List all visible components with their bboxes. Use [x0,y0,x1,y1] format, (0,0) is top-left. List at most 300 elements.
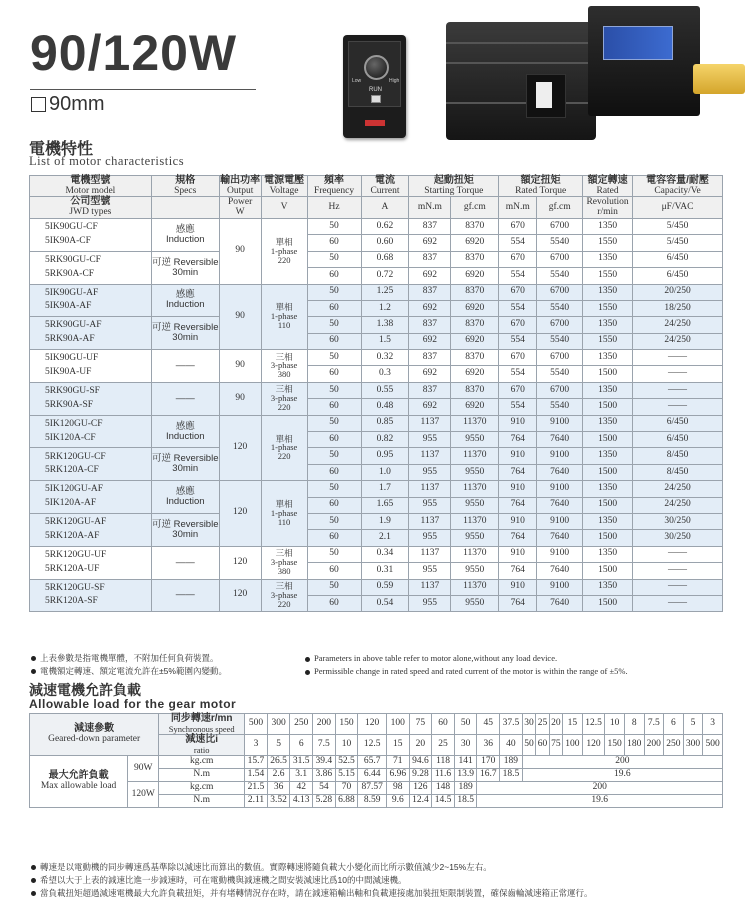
load-value-cell: 71 [386,756,409,769]
value-cell: 11370 [451,415,499,431]
load-value-cell: 18.5 [500,769,523,782]
model-name: 5RK120GU-SF [45,582,105,593]
value-cell: 11370 [451,448,499,464]
value-cell: 837 [409,350,451,366]
value-cell: 9550 [451,595,499,611]
value-cell: 837 [409,382,451,398]
value-cell: 1137 [409,448,451,464]
column-header-zh: 起動扭矩 [433,175,474,186]
value-cell: 764 [499,432,537,448]
spec-line: 感應 [175,420,195,432]
cooling-fin [446,42,596,44]
value-cell: 9550 [451,497,499,513]
spec-cell [151,218,219,251]
ratio-cell: 300 [683,735,703,756]
sync-speed-cell: 250 [290,714,313,735]
load-max-cell: 19.6 [522,769,722,782]
ratio-label-cell [159,735,245,756]
voltage-line: 單相 [275,433,293,444]
value-cell: 1.0 [361,464,409,480]
value-cell: 6920 [451,300,499,316]
value-cell: 0.32 [361,350,409,366]
load-value-cell: 4.13 [290,795,313,808]
load-value-cell: 13.9 [454,769,477,782]
load-value-cell: 5.15 [335,769,358,782]
column-subheader [261,197,307,218]
value-cell: 5/450 [633,218,723,234]
value-cell: —— [633,595,723,611]
spec-cell [151,415,219,448]
sync-speed-cell: 500 [245,714,268,735]
spec-cell [151,251,219,284]
bullet-icon [305,657,310,662]
voltage-line: 三相 [275,548,293,559]
value-cell: 554 [499,399,537,415]
sync-speed-cell: 7.5 [644,714,664,735]
cooling-fin [446,62,596,64]
value-cell: 6920 [451,235,499,251]
voltage-line: 單相 [275,236,293,247]
model-name: 5RK90A-SF [45,399,94,410]
model-cell [30,317,152,350]
spec-line: Induction [165,496,205,508]
sync-speed-cell: 3 [703,714,723,735]
model-name: 5IK120GU-AF [45,484,104,495]
value-cell: 9550 [451,530,499,546]
value-cell: 955 [409,563,451,579]
voltage-line: 三相 [275,384,293,395]
voltage-line: 3-phase [270,360,298,371]
value-cell: 955 [409,530,451,546]
column-header [583,176,633,197]
power-cell: 120 [219,415,261,481]
ratio-cell: 500 [703,735,723,756]
ratio-cell: 120 [582,735,605,756]
value-cell: 6700 [537,382,583,398]
value-cell: —— [633,350,723,366]
ratio-label-zh: 減速比i [185,734,219,746]
value-cell: 11370 [451,579,499,595]
value-cell: 1.7 [361,481,409,497]
load-value-cell: 6.44 [358,769,387,782]
column-subheader [583,197,633,218]
value-cell: 60 [307,268,361,284]
note-text: 轉速是以電動機的同步轉速爲基準除以減速比而算出的數值。實際轉速將隨負載大小變化而比所示數值減少2~15%左右。 [40,862,492,872]
value-cell: 1137 [409,579,451,595]
bullet-icon [305,670,310,675]
sync-label-cell [159,714,245,735]
value-cell: 1.65 [361,497,409,513]
value-cell: 1500 [583,563,633,579]
value-cell: 692 [409,235,451,251]
model-cell [30,546,152,579]
value-cell: 764 [499,563,537,579]
column-subheader [219,197,261,218]
sync-speed-cell: 5 [683,714,703,735]
value-cell: 50 [307,284,361,300]
value-cell: 7640 [537,563,583,579]
value-cell: 2.1 [361,530,409,546]
column-header [633,176,723,197]
value-cell: 6/450 [633,432,723,448]
value-cell: 1137 [409,481,451,497]
value-cell: 1350 [583,481,633,497]
value-cell: 1.9 [361,513,409,529]
value-cell: 910 [499,513,537,529]
load-value-cell: 3.86 [313,769,336,782]
model-cell [30,481,152,514]
value-cell: 7640 [537,464,583,480]
power-cell: 120 [219,546,261,579]
value-cell: 8370 [451,284,499,300]
column-header-zh: 頻率 [324,175,345,186]
value-cell: 6700 [537,251,583,267]
value-cell: 7640 [537,497,583,513]
model-cell [30,350,152,383]
value-cell: 764 [499,464,537,480]
value-cell: 955 [409,464,451,480]
value-cell: 9100 [537,415,583,431]
value-cell: 5540 [537,268,583,284]
spec-line: 可逆 Reversible [151,256,219,268]
spec-line: 感應 [175,289,195,301]
value-cell: 9100 [537,513,583,529]
spec-line: 感應 [175,486,195,498]
load-value-cell: 118 [432,756,455,769]
spec-cell [151,448,219,481]
value-cell: 60 [307,563,361,579]
ratio-cell: 6 [290,735,313,756]
value-cell: 1550 [583,268,633,284]
ratio-cell: 60 [536,735,549,756]
load-value-row [30,756,723,769]
power-cell: 120 [219,481,261,547]
subheader-text: gf.cm [463,201,486,212]
note-text: Parameters in above table refer to motor alone,without any load device. [314,653,558,663]
ratio-cell: 5 [267,735,290,756]
max-load-en: Max allowable load [40,780,117,791]
load-value-cell: 54 [313,782,336,795]
note-item [31,652,227,665]
load-value-cell: 65.7 [358,756,387,769]
spec-row [30,317,723,333]
value-cell: 8370 [451,218,499,234]
value-cell: 30/250 [633,530,723,546]
model-name: 5RK120GU-CF [45,451,106,462]
value-cell: 910 [499,415,537,431]
value-cell: 1.38 [361,317,409,333]
value-cell: 955 [409,595,451,611]
value-cell: 5540 [537,399,583,415]
value-cell: 955 [409,432,451,448]
page-title: 90/120W [30,25,238,81]
value-cell: 1500 [583,530,633,546]
value-cell: 1500 [583,595,633,611]
value-cell: 692 [409,268,451,284]
column-subheader [361,197,409,218]
value-cell: 1.2 [361,300,409,316]
voltage-line: 3-phase [270,557,298,568]
model-name: 5RK120A-AF [45,530,100,541]
column-subheader [30,197,152,218]
bullet-icon [31,656,36,661]
note-text: Permissible change in rated speed and rated current of the motor is within the range of ±5%. [314,666,628,676]
subheader-text: mN.m [417,201,442,212]
motor-power-cell: 90W [128,756,159,782]
subheader-text: 公司型號 [70,196,111,208]
value-cell: 60 [307,399,361,415]
load-value-cell: 2.11 [245,795,268,808]
value-cell: 1137 [409,513,451,529]
value-cell: 1500 [583,366,633,382]
value-cell: 9550 [451,432,499,448]
param-label-cell [30,714,159,756]
load-value-cell: 31.5 [290,756,313,769]
value-cell: 1500 [583,399,633,415]
value-cell: 60 [307,595,361,611]
value-cell: 60 [307,333,361,349]
voltage-line: 1-phase [270,508,298,518]
model-name: 5RK120A-UF [45,563,100,574]
subheader-text: JWD types [69,206,112,217]
value-cell: 8370 [451,317,499,333]
voltage-line: 110 [277,320,291,331]
sync-speed-cell: 75 [409,714,432,735]
value-cell: 20/250 [633,284,723,300]
sync-speed-cell: 37.5 [500,714,523,735]
value-cell: 5/450 [633,235,723,251]
voltage-cell [261,415,307,481]
terminal-label [536,82,552,108]
sync-speed-cell: 120 [358,714,387,735]
load-value-cell: 189 [500,756,523,769]
load-value-cell: 170 [477,756,500,769]
value-cell: 24/250 [633,317,723,333]
value-cell: 670 [499,382,537,398]
column-header [30,176,152,197]
value-cell: 910 [499,448,537,464]
load-value-cell: 14.5 [432,795,455,808]
bullet-icon [31,865,36,870]
load-value-cell: 26.5 [267,756,290,769]
bullet-icon [31,669,36,674]
gear-motor-image [438,2,750,142]
model-name: 5RK90GU-CF [45,254,101,265]
model-name: 5RK120A-SF [45,596,98,607]
subheader-text: gf.cm [548,201,571,212]
model-name: 5IK90A-AF [45,301,92,312]
value-cell: 0.34 [361,546,409,562]
spec-row [30,284,723,300]
subheader-text: Hz [328,201,340,212]
value-cell: 764 [499,530,537,546]
value-cell: 24/250 [633,333,723,349]
sync-speed-cell: 8 [624,714,644,735]
value-cell: 8370 [451,382,499,398]
value-cell: 1350 [583,448,633,464]
value-cell: 0.59 [361,579,409,595]
load-section-title: 減速電機允許負載 [29,682,141,698]
value-cell: —— [633,563,723,579]
value-cell: 0.85 [361,415,409,431]
value-cell: 60 [307,464,361,480]
ratio-cell: 50 [522,735,535,756]
sync-speed-cell: 60 [432,714,455,735]
column-header-zh: 額定轉速 [587,175,628,186]
value-cell: 6920 [451,366,499,382]
run-switch [371,95,381,103]
value-cell: 18/250 [633,300,723,316]
model-name: 5RK90GU-AF [45,320,102,331]
load-value-cell: 52.5 [335,756,358,769]
subheader-text: Power [228,196,253,207]
model-name: 5IK120A-CF [45,432,96,443]
spec-line: 30min [172,332,199,344]
value-cell: 910 [499,579,537,595]
ratio-cell: 150 [605,735,625,756]
voltage-line: 220 [277,254,291,265]
spec-cell: —— [151,579,219,612]
voltage-line: 380 [277,369,291,380]
spec-line: 30min [172,528,199,540]
model-name: 5RK120GU-AF [45,517,107,528]
value-cell: 60 [307,530,361,546]
value-cell: 837 [409,251,451,267]
value-cell: 1550 [583,333,633,349]
label-run: RUN [369,87,382,93]
column-header [307,176,361,197]
value-cell: 5540 [537,366,583,382]
column-subheader [537,197,583,218]
value-cell: 8/450 [633,464,723,480]
model-name: 5RK120GU-UF [45,549,107,560]
column-header-zh: 電流 [374,175,395,186]
ratio-cell: 7.5 [313,735,336,756]
value-cell: 6920 [451,268,499,284]
subheader-text: A [381,201,389,212]
subheader-text: r/min [597,206,618,217]
ratio-cell: 36 [477,735,500,756]
column-subheader [499,197,537,218]
load-value-row [30,782,723,795]
load-value-cell: 12.4 [409,795,432,808]
ratio-cell: 20 [409,735,432,756]
motor-body [446,22,596,140]
value-cell: 1350 [583,382,633,398]
spec-line: Induction [165,299,205,311]
model-cell [30,415,152,448]
value-cell: 9100 [537,481,583,497]
spec-line: 感應 [175,223,195,235]
ratio-cell: 12.5 [358,735,387,756]
value-cell: 554 [499,268,537,284]
ratio-cell: 180 [624,735,644,756]
load-value-cell: 42 [290,782,313,795]
column-header [409,176,499,197]
value-cell: 6/450 [633,268,723,284]
cooling-fin [446,102,596,104]
value-cell: 1350 [583,546,633,562]
model-name: 5IK90A-CF [45,235,91,246]
value-cell: 6700 [537,317,583,333]
value-cell: 50 [307,579,361,595]
label-high: High [389,78,400,84]
value-cell: 554 [499,300,537,316]
ratio-cell: 25 [432,735,455,756]
power-cell: 120 [219,579,261,612]
voltage-cell [261,382,307,415]
spec-line: 可逆 Reversible [151,322,219,334]
value-cell: —— [633,366,723,382]
value-cell: 7640 [537,530,583,546]
value-cell: 1350 [583,513,633,529]
load-section-subtitle: Allowable load for the gear motor [29,697,237,711]
value-cell: 670 [499,284,537,300]
load-value-cell: 3.52 [267,795,290,808]
model-name: 5IK90GU-CF [45,222,98,233]
value-cell: 8370 [451,350,499,366]
value-cell: 1550 [583,300,633,316]
value-cell: 5540 [537,300,583,316]
value-cell: 6920 [451,333,499,349]
value-cell: 764 [499,595,537,611]
subheader-text: V [280,201,288,212]
spec-row [30,415,723,431]
load-max-cell: 19.6 [477,795,723,808]
speed-knob [364,55,389,80]
bullet-icon [31,878,36,883]
value-cell: 1350 [583,579,633,595]
spec-cell [151,513,219,546]
spec-cell: —— [151,350,219,383]
load-value-cell: 21.5 [245,782,268,795]
value-cell: 1550 [583,235,633,251]
value-cell: 60 [307,300,361,316]
value-cell: 50 [307,415,361,431]
motor-characteristics-table [29,175,723,612]
value-cell: 670 [499,218,537,234]
note-text: 希望以大于上表的減速比進一步減速時，可在電動機與減速機之間安裝減速比爲10的中間減速機。 [40,875,407,885]
model-name: 5IK90GU-AF [45,287,99,298]
sync-label-zh: 同步轉速r/mn [170,713,233,725]
value-cell: 9550 [451,464,499,480]
spec-row [30,481,723,497]
load-value-cell: 36 [267,782,290,795]
spec-line: 可逆 Reversible [151,453,219,465]
value-cell: 9100 [537,579,583,595]
model-name: 5IK90GU-UF [45,353,99,364]
voltage-line: 1-phase [270,245,298,256]
sync-speed-cell: 150 [335,714,358,735]
voltage-cell [261,218,307,284]
load-value-cell: 94.6 [409,756,432,769]
value-cell: 1500 [583,464,633,480]
sync-speed-cell: 12.5 [582,714,605,735]
unit-label-cell: kg.cm [159,756,245,769]
sync-speed-cell: 200 [313,714,336,735]
value-cell: —— [633,382,723,398]
value-cell: 1.5 [361,333,409,349]
value-cell: 50 [307,317,361,333]
sync-speed-cell: 30 [522,714,535,735]
controller-tag [365,120,385,126]
load-value-cell: 126 [409,782,432,795]
value-cell: 670 [499,317,537,333]
value-cell: 24/250 [633,481,723,497]
column-header-en: Starting Torque [424,185,484,196]
value-cell: 1350 [583,350,633,366]
value-cell: 6700 [537,284,583,300]
